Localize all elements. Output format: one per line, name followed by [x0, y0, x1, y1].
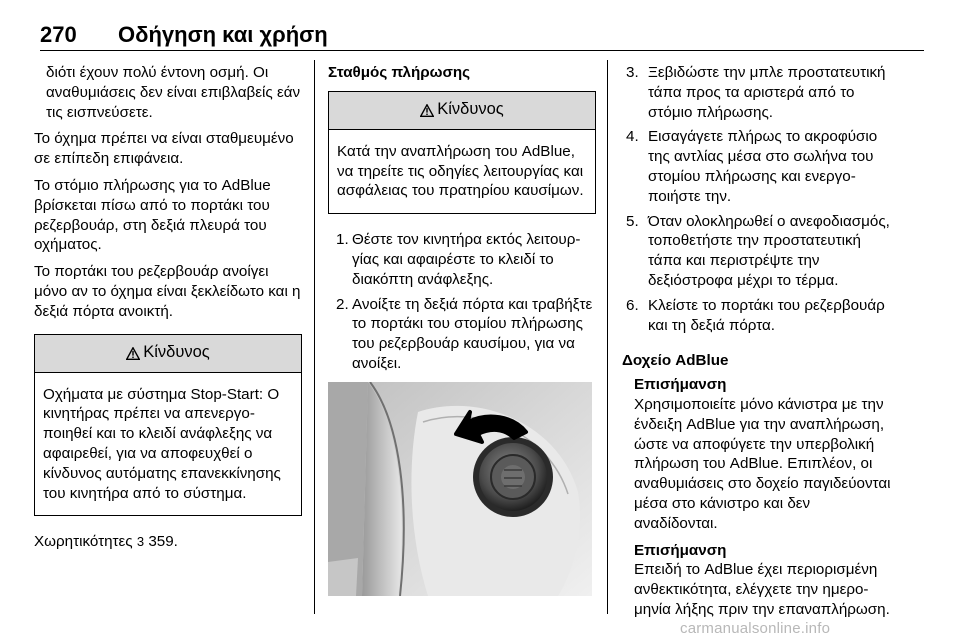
step-number: 1.: [336, 231, 349, 249]
step-text: Θέστε τον κινητήρα εκτός λειτουργίας και αφαιρέστε το κλειδί το διακόπτη ανάφλεξης.: [352, 231, 581, 288]
danger-box-header: [329, 92, 595, 130]
danger-box-header: [35, 335, 301, 373]
step-text: Ξεβιδώστε την μπλε προστατευτική τάπα προς τα αριστερά από το στόμιο πλήρωσης.: [648, 64, 886, 121]
step-number: 4.: [626, 128, 639, 146]
danger-box: [328, 91, 596, 214]
list-item: [622, 127, 892, 206]
danger-box-title: Κίνδυνος: [143, 343, 210, 362]
fuel-filler-photo: [328, 382, 592, 596]
column-3: [622, 63, 892, 627]
danger-box-body: Κατά την αναπλήρωση του AdBlue, να τηρείτε τις οδηγίες λειτουργίας και ασφάλειας του πρατηρίου καυσίμων.: [337, 142, 584, 200]
watermark: carmanualsonline.info: [680, 620, 831, 637]
list-item: [622, 63, 892, 122]
reference-text: Χωρητικότητες: [34, 533, 133, 551]
note-block: [622, 375, 892, 533]
warning-triangle-icon: [126, 347, 140, 360]
steps-list: [328, 230, 596, 374]
fuel-filler-illustration: [328, 382, 592, 596]
step-text: Κλείστε το πορτάκι του ρεζερβουάρ και τη δεξιά πόρτα.: [648, 296, 885, 334]
danger-box-title: Κίνδυνος: [437, 100, 504, 119]
step-number: 5.: [626, 212, 639, 230]
chapter-title: Οδήγηση και χρήση: [118, 22, 328, 47]
continued-text: διότι έχουν πολύ έντονη οσμή. Οι αναθυμιάσεις δεν είναι επιβλαβείς εάν τις εισπνεύσετε.: [46, 64, 301, 121]
list-item: [622, 212, 892, 291]
danger-box: [34, 334, 302, 517]
note-heading: Επισήμανση: [634, 541, 727, 559]
column-divider-2: [607, 60, 608, 614]
paragraph: Το πορτάκι του ρεζερβουάρ ανοίγει μόνο αν το όχημα είναι ξεκλείδωτο και η δεξιά πόρτα ανοικτή.: [34, 263, 301, 320]
page-number: 270: [40, 22, 77, 47]
paragraph: Το όχημα πρέπει να είναι σταθμευμένο σε επίπεδη επιφάνεια.: [34, 130, 294, 168]
list-item: [328, 230, 596, 289]
step-number: 3.: [626, 64, 639, 81]
danger-box-body: Οχήματα με σύστημα Stop-Start: Ο κινητήρας πρέπει να απενεργοποιηθεί και το κλειδί ανάφλεξης να αφαιρεθεί, για να αποφευχθεί ο κίνδυνος αυτόματης επανεκκίνησης του κινητήρα από το σύστημα.: [43, 385, 281, 502]
page-header: [0, 0, 960, 52]
step-number: 2.: [336, 295, 349, 313]
step-text: Εισαγάγετε πλήρως το ακροφύσιο της αντλίας μέσα στο σωλήνα του στομίου πλήρωσης και ενεργοποιήστε την.: [648, 128, 878, 205]
note-body: Χρησιμοποιείτε μόνο κάνιστρα με την ένδειξη AdBlue για την αναπλήρωση, ώστε να αποφύγετε την υπερβολική πλήρωση του AdBlue. Επιπλέον, οι αναθυμιάσεις στο δοχείο παγιδεύονται μέσα στο κάνιστρο και δεν αναδίδονται.: [634, 395, 891, 532]
section-title-filling-station: Σταθμός πλήρωσης: [328, 64, 471, 81]
column-1: [34, 63, 302, 559]
capacity-reference[interactable]: [34, 532, 302, 552]
paragraph: Το στόμιο πλήρωσης για το AdBlue βρίσκεται πίσω από το πορτάκι του ρεζερβουάρ, στη δεξιά πλευρά του οχήματος.: [34, 176, 271, 254]
list-item: [328, 295, 596, 374]
header-divider: [40, 50, 924, 51]
column-2: [328, 63, 596, 596]
note-block: [622, 541, 892, 620]
note-heading: Επισήμανση: [634, 376, 727, 394]
reference-arrow: 3: [136, 534, 145, 550]
column-divider-1: [314, 60, 315, 614]
list-item: [622, 296, 892, 336]
steps-list-continued: [622, 63, 892, 335]
step-text: Όταν ολοκληρωθεί ο ανεφοδιασμός, τοποθετήστε την προστατευτική τάπα και περιστρέψτε την δεξιόστροφα μέχρι το τέρμα.: [648, 212, 890, 289]
reference-page: 359.: [148, 533, 178, 551]
warning-triangle-icon: [420, 104, 434, 117]
note-body: Επειδή το AdBlue έχει περιορισμένη ανθεκτικότητα, ελέγχετε την ημερομηνία λήξης πριν την επαναπλήρωση.: [634, 561, 890, 618]
section-title-adblue-container: Δοχείο AdBlue: [622, 352, 729, 370]
step-text: Ανοίξτε τη δεξιά πόρτα και τραβήξτε το πορτάκι του στομίου πλήρωσης του ρεζερβουάρ καυσίμου, για να ανοίξει.: [352, 295, 593, 372]
step-number: 6.: [626, 296, 639, 314]
